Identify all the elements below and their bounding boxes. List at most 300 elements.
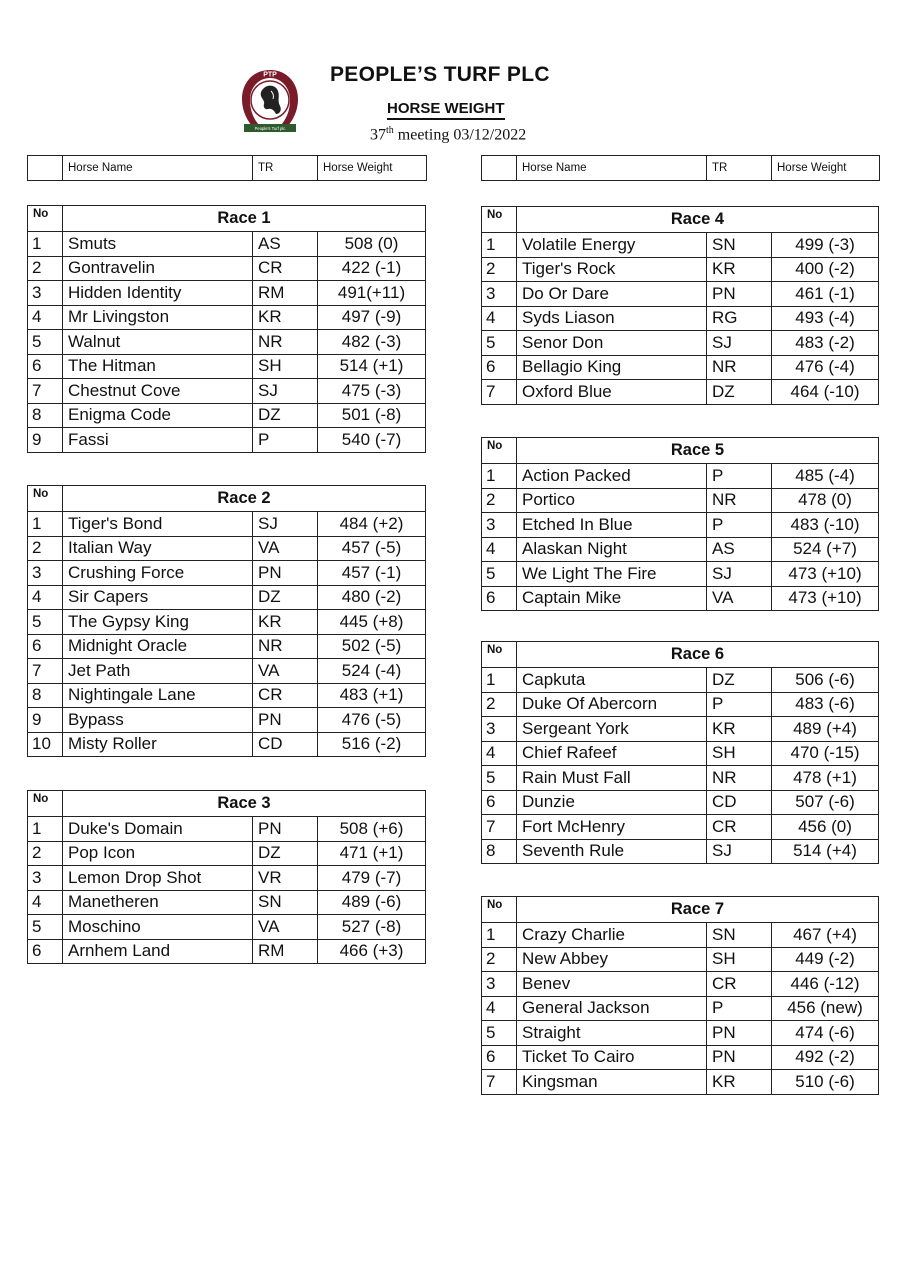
cell-horse-name: Alaskan Night [517, 537, 707, 562]
column-header-right [481, 155, 880, 181]
cell-horse-weight: 483 (+1) [318, 683, 426, 708]
cell-horse-weight: 489 (+4) [772, 717, 879, 742]
cell-no: 1 [482, 233, 517, 258]
cell-horse-name: Rain Must Fall [517, 766, 707, 791]
cell-no: 5 [28, 610, 63, 635]
cell-no: 4 [482, 741, 517, 766]
cell-no: 6 [482, 790, 517, 815]
col-no [28, 156, 63, 181]
table-row [28, 379, 426, 404]
table-row [28, 708, 426, 733]
cell-tr: P [707, 464, 772, 489]
cell-tr: VA [253, 659, 318, 684]
cell-tr: SN [707, 923, 772, 948]
no-label: No [482, 207, 517, 233]
col-tr: TR [253, 156, 318, 181]
table-row [482, 464, 879, 489]
cell-tr: NR [707, 355, 772, 380]
race-header-row [28, 486, 426, 512]
table-row [28, 561, 426, 586]
race-table-1 [27, 205, 426, 453]
cell-horse-weight: 480 (-2) [318, 585, 426, 610]
cell-tr: CR [253, 683, 318, 708]
column-header-left [27, 155, 427, 181]
table-row [482, 1021, 879, 1046]
table-row [482, 668, 879, 693]
cell-tr: VA [253, 536, 318, 561]
cell-horse-name: Misty Roller [63, 732, 253, 757]
cell-horse-weight: 482 (-3) [318, 330, 426, 355]
cell-horse-weight: 510 (-6) [772, 1070, 879, 1095]
cell-horse-weight: 527 (-8) [318, 915, 426, 940]
cell-horse-weight: 470 (-15) [772, 741, 879, 766]
table-row [28, 915, 426, 940]
table-row [28, 512, 426, 537]
table-row [482, 717, 879, 742]
cell-tr: KR [707, 717, 772, 742]
table-row [482, 513, 879, 538]
race-title: Race 7 [517, 897, 879, 923]
cell-horse-name: Crazy Charlie [517, 923, 707, 948]
table-row [28, 634, 426, 659]
cell-tr: CR [707, 815, 772, 840]
table-row [28, 256, 426, 281]
cell-no: 2 [482, 257, 517, 282]
cell-no: 7 [28, 379, 63, 404]
table-row [28, 305, 426, 330]
cell-no: 4 [28, 305, 63, 330]
cell-tr: KR [253, 610, 318, 635]
cell-tr: VA [253, 915, 318, 940]
cell-horse-weight: 489 (-6) [318, 890, 426, 915]
cell-tr: CR [253, 256, 318, 281]
table-row [28, 817, 426, 842]
cell-no: 2 [482, 947, 517, 972]
col-horse-weight: Horse Weight [318, 156, 427, 181]
cell-tr: SJ [253, 379, 318, 404]
cell-horse-name: Walnut [63, 330, 253, 355]
table-row [482, 537, 879, 562]
cell-horse-name: Straight [517, 1021, 707, 1046]
cell-horse-name: Arnhem Land [63, 939, 253, 964]
cell-tr: RG [707, 306, 772, 331]
table-row [482, 815, 879, 840]
cell-horse-name: Fassi [63, 428, 253, 453]
cell-horse-weight: 445 (+8) [318, 610, 426, 635]
cell-horse-name: New Abbey [517, 947, 707, 972]
cell-no: 3 [482, 282, 517, 307]
cell-tr: PN [253, 561, 318, 586]
no-label: No [482, 642, 517, 668]
cell-horse-weight: 483 (-10) [772, 513, 879, 538]
cell-tr: DZ [253, 841, 318, 866]
table-row [28, 403, 426, 428]
cell-horse-weight: 474 (-6) [772, 1021, 879, 1046]
cell-tr: PN [253, 817, 318, 842]
cell-horse-weight: 457 (-1) [318, 561, 426, 586]
cell-no: 3 [28, 561, 63, 586]
no-label: No [28, 486, 63, 512]
cell-horse-name: Capkuta [517, 668, 707, 693]
cell-horse-weight: 524 (-4) [318, 659, 426, 684]
cell-no: 4 [28, 890, 63, 915]
table-row [28, 841, 426, 866]
cell-no: 7 [482, 815, 517, 840]
cell-tr: CD [707, 790, 772, 815]
cell-horse-weight: 464 (-10) [772, 380, 879, 405]
cell-tr: SJ [707, 562, 772, 587]
cell-no: 2 [482, 692, 517, 717]
cell-no: 2 [482, 488, 517, 513]
cell-horse-name: Crushing Force [63, 561, 253, 586]
race-header-row [482, 438, 879, 464]
cell-no: 5 [28, 915, 63, 940]
col-horse-name: Horse Name [63, 156, 253, 181]
race-table-6 [481, 641, 879, 864]
cell-horse-name: Kingsman [517, 1070, 707, 1095]
cell-no: 6 [482, 355, 517, 380]
cell-tr: SH [253, 354, 318, 379]
cell-horse-weight: 499 (-3) [772, 233, 879, 258]
cell-horse-name: Sir Capers [63, 585, 253, 610]
table-row [482, 355, 879, 380]
table-row [482, 839, 879, 864]
ptp-logo [238, 66, 302, 134]
cell-horse-weight: 502 (-5) [318, 634, 426, 659]
table-row [28, 281, 426, 306]
race-title: Race 4 [517, 207, 879, 233]
cell-horse-name: Midnight Oracle [63, 634, 253, 659]
cell-no: 8 [28, 683, 63, 708]
cell-horse-weight: 540 (-7) [318, 428, 426, 453]
cell-horse-weight: 478 (0) [772, 488, 879, 513]
cell-tr: P [253, 428, 318, 453]
no-label: No [28, 206, 63, 232]
cell-horse-weight: 461 (-1) [772, 282, 879, 307]
cell-no: 1 [482, 668, 517, 693]
race-header-row [482, 642, 879, 668]
cell-tr: CD [253, 732, 318, 757]
race-title: Race 1 [63, 206, 426, 232]
race-table-7 [481, 896, 879, 1095]
table-row [28, 354, 426, 379]
cell-tr: P [707, 513, 772, 538]
cell-no: 4 [28, 585, 63, 610]
table-row [28, 659, 426, 684]
cell-no: 6 [28, 634, 63, 659]
cell-horse-weight: 467 (+4) [772, 923, 879, 948]
cell-horse-name: Ticket To Cairo [517, 1045, 707, 1070]
cell-tr: SH [707, 741, 772, 766]
cell-tr: CR [707, 972, 772, 997]
cell-horse-weight: 514 (+1) [318, 354, 426, 379]
cell-no: 8 [482, 839, 517, 864]
table-row [482, 947, 879, 972]
cell-tr: SH [707, 947, 772, 972]
cell-horse-weight: 476 (-4) [772, 355, 879, 380]
table-row [482, 233, 879, 258]
race-header-row [482, 897, 879, 923]
cell-horse-weight: 483 (-6) [772, 692, 879, 717]
cell-horse-name: General Jackson [517, 996, 707, 1021]
cell-no: 6 [28, 939, 63, 964]
table-row [28, 428, 426, 453]
cell-no: 4 [482, 996, 517, 1021]
cell-tr: DZ [707, 668, 772, 693]
cell-horse-weight: 492 (-2) [772, 1045, 879, 1070]
cell-no: 7 [482, 1070, 517, 1095]
cell-horse-name: Manetheren [63, 890, 253, 915]
cell-horse-weight: 516 (-2) [318, 732, 426, 757]
cell-tr: VA [707, 586, 772, 611]
cell-no: 1 [482, 464, 517, 489]
table-row [28, 732, 426, 757]
cell-tr: AS [707, 537, 772, 562]
table-row [28, 585, 426, 610]
race-title: Race 6 [517, 642, 879, 668]
cell-horse-weight: 476 (-5) [318, 708, 426, 733]
cell-horse-weight: 446 (-12) [772, 972, 879, 997]
cell-horse-name: Jet Path [63, 659, 253, 684]
cell-horse-weight: 483 (-2) [772, 331, 879, 356]
cell-horse-name: Fort McHenry [517, 815, 707, 840]
cell-horse-weight: 484 (+2) [318, 512, 426, 537]
table-row [482, 1070, 879, 1095]
company-title: PEOPLE’S TURF PLC [330, 63, 550, 86]
table-row [28, 330, 426, 355]
cell-horse-name: Dunzie [517, 790, 707, 815]
svg-text:PTP: PTP [263, 71, 277, 79]
cell-horse-weight: 400 (-2) [772, 257, 879, 282]
table-row [482, 766, 879, 791]
cell-horse-weight: 475 (-3) [318, 379, 426, 404]
table-row [482, 306, 879, 331]
cell-tr: SJ [707, 839, 772, 864]
cell-horse-name: Portico [517, 488, 707, 513]
cell-horse-name: Tiger's Bond [63, 512, 253, 537]
cell-horse-weight: 493 (-4) [772, 306, 879, 331]
cell-horse-name: Do Or Dare [517, 282, 707, 307]
cell-tr: KR [707, 257, 772, 282]
cell-no: 2 [28, 841, 63, 866]
cell-tr: SN [253, 890, 318, 915]
cell-horse-name: Etched In Blue [517, 513, 707, 538]
cell-horse-name: Tiger's Rock [517, 257, 707, 282]
cell-horse-weight: 508 (0) [318, 232, 426, 257]
cell-horse-weight: 491(+11) [318, 281, 426, 306]
cell-horse-name: Sergeant York [517, 717, 707, 742]
cell-horse-name: Chief Rafeef [517, 741, 707, 766]
cell-horse-name: The Gypsy King [63, 610, 253, 635]
cell-no: 1 [482, 923, 517, 948]
table-row [482, 331, 879, 356]
cell-horse-weight: 456 (0) [772, 815, 879, 840]
race-table-2 [27, 485, 426, 757]
cell-tr: RM [253, 281, 318, 306]
cell-horse-weight: 456 (new) [772, 996, 879, 1021]
cell-no: 8 [28, 403, 63, 428]
cell-horse-name: Syds Liason [517, 306, 707, 331]
col-horse-name: Horse Name [517, 156, 707, 181]
cell-horse-weight: 485 (-4) [772, 464, 879, 489]
cell-no: 7 [482, 380, 517, 405]
cell-no: 6 [28, 354, 63, 379]
cell-tr: PN [707, 1045, 772, 1070]
cell-horse-name: Smuts [63, 232, 253, 257]
cell-no: 3 [482, 972, 517, 997]
cell-no: 4 [482, 537, 517, 562]
table-row [482, 257, 879, 282]
cell-horse-weight: 479 (-7) [318, 866, 426, 891]
cell-tr: P [707, 996, 772, 1021]
cell-horse-name: Nightingale Lane [63, 683, 253, 708]
cell-tr: KR [707, 1070, 772, 1095]
cell-horse-weight: 497 (-9) [318, 305, 426, 330]
cell-tr: DZ [707, 380, 772, 405]
race-header-row [28, 791, 426, 817]
meeting-info: 37th meeting 03/12/2022 [370, 125, 527, 144]
cell-horse-name: Oxford Blue [517, 380, 707, 405]
cell-horse-name: Chestnut Cove [63, 379, 253, 404]
cell-tr: NR [707, 766, 772, 791]
cell-no: 9 [28, 428, 63, 453]
race-title: Race 5 [517, 438, 879, 464]
table-row [28, 939, 426, 964]
cell-horse-name: Pop Icon [63, 841, 253, 866]
cell-horse-name: Moschino [63, 915, 253, 940]
cell-horse-weight: 471 (+1) [318, 841, 426, 866]
cell-tr: NR [253, 634, 318, 659]
cell-horse-weight: 524 (+7) [772, 537, 879, 562]
cell-horse-name: Action Packed [517, 464, 707, 489]
cell-horse-name: We Light The Fire [517, 562, 707, 587]
no-label: No [482, 897, 517, 923]
cell-horse-weight: 508 (+6) [318, 817, 426, 842]
cell-horse-name: Lemon Drop Shot [63, 866, 253, 891]
cell-horse-weight: 473 (+10) [772, 562, 879, 587]
no-label: No [28, 791, 63, 817]
cell-no: 2 [28, 536, 63, 561]
cell-no: 4 [482, 306, 517, 331]
document-subtitle: HORSE WEIGHT [387, 100, 505, 120]
cell-no: 5 [482, 766, 517, 791]
table-row [482, 1045, 879, 1070]
cell-horse-weight: 473 (+10) [772, 586, 879, 611]
table-row [28, 232, 426, 257]
cell-tr: PN [707, 1021, 772, 1046]
table-row [28, 683, 426, 708]
cell-no: 6 [482, 1045, 517, 1070]
no-label: No [482, 438, 517, 464]
cell-horse-name: Mr Livingston [63, 305, 253, 330]
cell-tr: VR [253, 866, 318, 891]
table-row [482, 586, 879, 611]
race-table-3 [27, 790, 426, 964]
table-row [28, 866, 426, 891]
table-row [482, 380, 879, 405]
cell-no: 3 [28, 281, 63, 306]
cell-no: 5 [482, 331, 517, 356]
cell-tr: P [707, 692, 772, 717]
cell-no: 10 [28, 732, 63, 757]
cell-horse-name: Italian Way [63, 536, 253, 561]
cell-no: 1 [28, 512, 63, 537]
cell-horse-weight: 449 (-2) [772, 947, 879, 972]
race-title: Race 3 [63, 791, 426, 817]
cell-horse-name: Seventh Rule [517, 839, 707, 864]
race-title: Race 2 [63, 486, 426, 512]
cell-no: 3 [482, 513, 517, 538]
race-table-5 [481, 437, 879, 611]
table-row [482, 741, 879, 766]
table-row [28, 536, 426, 561]
cell-horse-weight: 506 (-6) [772, 668, 879, 693]
cell-horse-name: Captain Mike [517, 586, 707, 611]
cell-tr: SJ [707, 331, 772, 356]
cell-horse-name: Duke's Domain [63, 817, 253, 842]
table-row [28, 610, 426, 635]
svg-text:People's Turf plc: People's Turf plc [254, 126, 286, 131]
cell-horse-name: Enigma Code [63, 403, 253, 428]
cell-tr: KR [253, 305, 318, 330]
cell-no: 5 [28, 330, 63, 355]
cell-horse-weight: 507 (-6) [772, 790, 879, 815]
cell-no: 7 [28, 659, 63, 684]
cell-horse-weight: 478 (+1) [772, 766, 879, 791]
col-tr: TR [707, 156, 772, 181]
cell-horse-name: Bypass [63, 708, 253, 733]
cell-no: 9 [28, 708, 63, 733]
table-row [482, 923, 879, 948]
cell-tr: SN [707, 233, 772, 258]
cell-tr: NR [707, 488, 772, 513]
cell-tr: RM [253, 939, 318, 964]
cell-no: 5 [482, 1021, 517, 1046]
col-horse-weight: Horse Weight [772, 156, 880, 181]
cell-horse-weight: 466 (+3) [318, 939, 426, 964]
cell-no: 3 [482, 717, 517, 742]
col-no [482, 156, 517, 181]
cell-horse-name: Hidden Identity [63, 281, 253, 306]
cell-no: 3 [28, 866, 63, 891]
cell-tr: SJ [253, 512, 318, 537]
cell-horse-weight: 501 (-8) [318, 403, 426, 428]
cell-horse-name: Benev [517, 972, 707, 997]
cell-no: 5 [482, 562, 517, 587]
cell-tr: PN [253, 708, 318, 733]
cell-horse-name: Senor Don [517, 331, 707, 356]
cell-tr: DZ [253, 585, 318, 610]
cell-tr: NR [253, 330, 318, 355]
cell-no: 1 [28, 817, 63, 842]
table-row [482, 692, 879, 717]
table-row [482, 972, 879, 997]
table-row [482, 562, 879, 587]
cell-horse-weight: 457 (-5) [318, 536, 426, 561]
table-row [482, 996, 879, 1021]
table-row [28, 890, 426, 915]
cell-no: 2 [28, 256, 63, 281]
race-table-4 [481, 206, 879, 405]
cell-tr: DZ [253, 403, 318, 428]
cell-horse-name: Duke Of Abercorn [517, 692, 707, 717]
cell-tr: AS [253, 232, 318, 257]
table-row [482, 790, 879, 815]
cell-no: 1 [28, 232, 63, 257]
table-row [482, 282, 879, 307]
cell-tr: PN [707, 282, 772, 307]
cell-horse-name: Volatile Energy [517, 233, 707, 258]
